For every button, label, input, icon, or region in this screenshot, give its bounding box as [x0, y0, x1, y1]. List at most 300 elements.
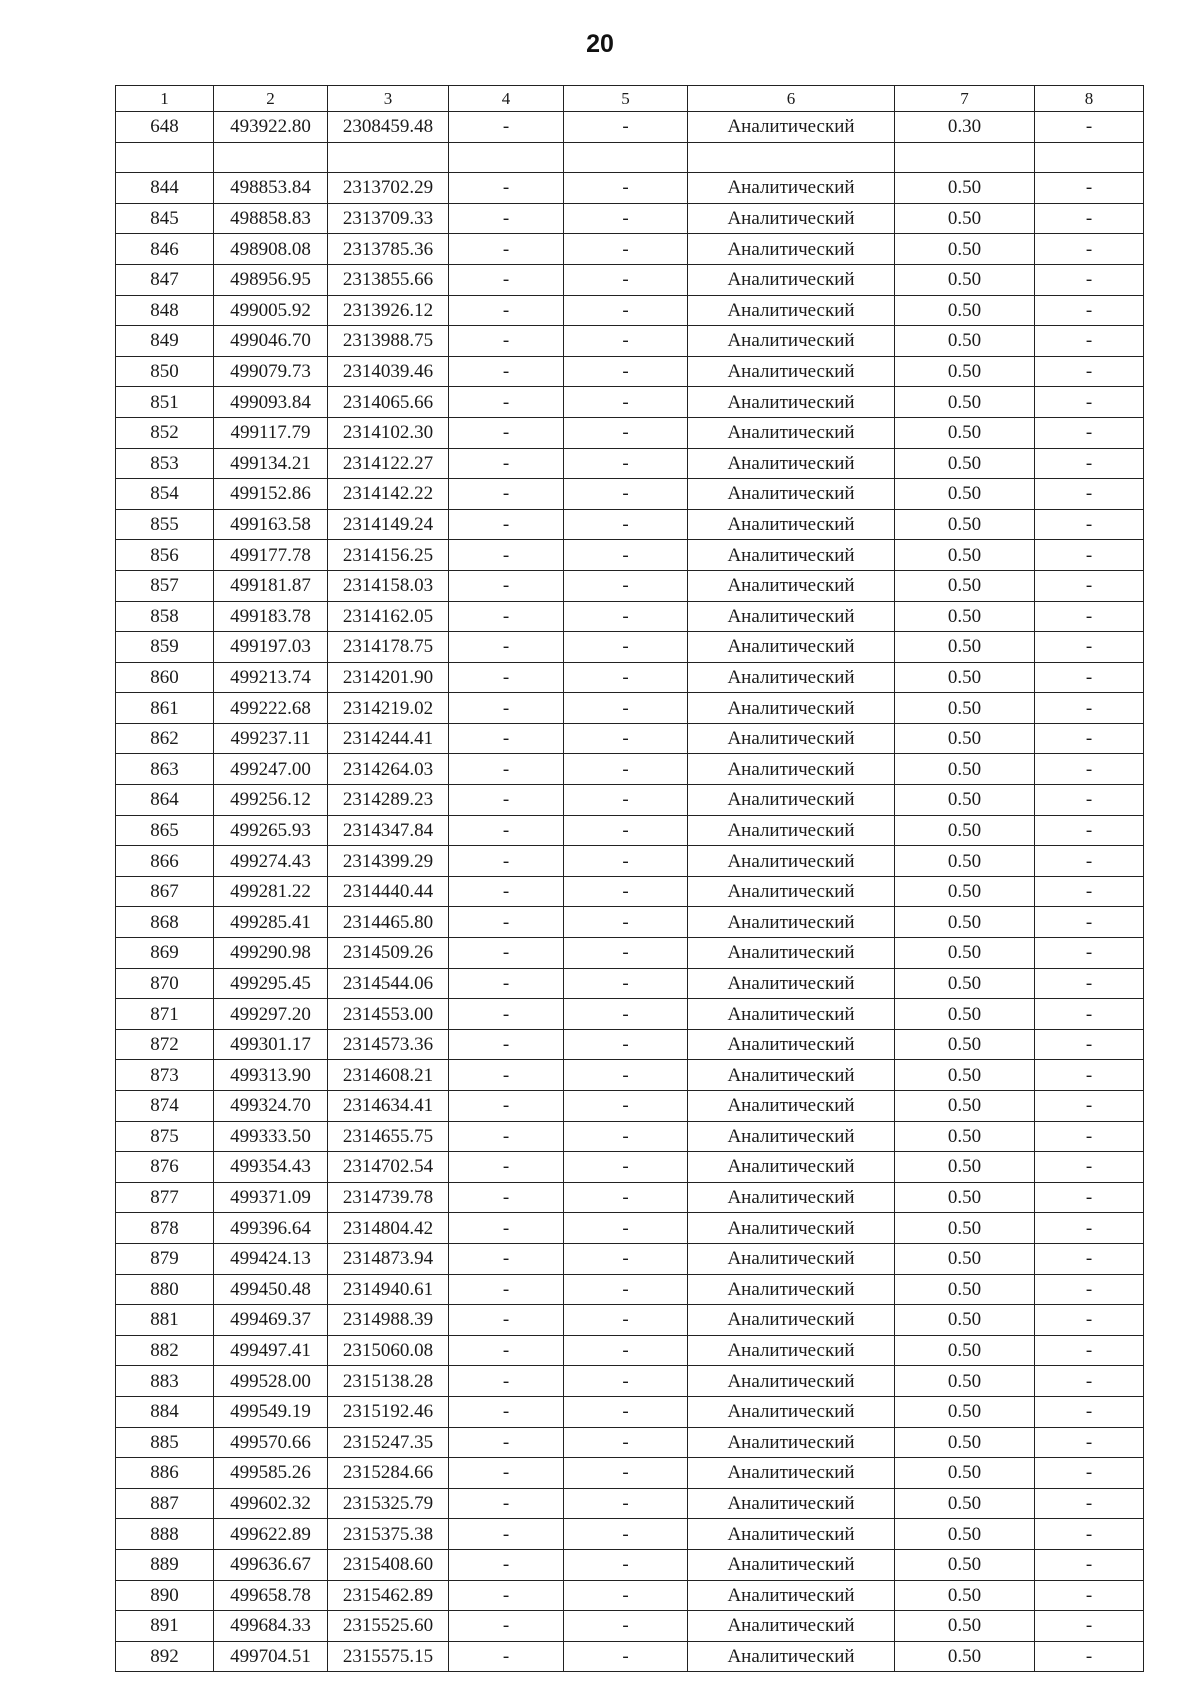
table-cell: - [564, 112, 688, 143]
table-cell: - [449, 1213, 564, 1244]
table-cell: 887 [116, 1488, 214, 1519]
table-cell: - [564, 448, 688, 479]
table-cell: - [1035, 203, 1144, 234]
table-cell: - [1035, 1458, 1144, 1489]
table-cell: - [1035, 417, 1144, 448]
table-cell: 499183.78 [214, 601, 328, 632]
table-cell: 855 [116, 509, 214, 540]
table-cell: - [449, 295, 564, 326]
table-cell: 499396.64 [214, 1213, 328, 1244]
table-cell: Аналитический [688, 968, 895, 999]
table-cell: - [1035, 876, 1144, 907]
table-cell: - [564, 662, 688, 693]
table-cell: - [1035, 1274, 1144, 1305]
table-cell: - [564, 509, 688, 540]
table-cell: Аналитический [688, 907, 895, 938]
table-cell: 852 [116, 417, 214, 448]
table-cell: - [1035, 938, 1144, 969]
table-cell: 499324.70 [214, 1091, 328, 1122]
table-cell: 499079.73 [214, 356, 328, 387]
table-cell: 2314347.84 [328, 815, 449, 846]
table-cell: - [564, 999, 688, 1030]
table-row [116, 907, 1144, 938]
table-cell: 499181.87 [214, 570, 328, 601]
table-cell: 0.50 [895, 1121, 1035, 1152]
table-cell: 2314149.24 [328, 509, 449, 540]
table-cell: - [449, 1274, 564, 1305]
table-cell: 2315192.46 [328, 1396, 449, 1427]
table-cell: - [1035, 1488, 1144, 1519]
table-cell: 499285.41 [214, 907, 328, 938]
table-cell: 856 [116, 540, 214, 571]
table-cell: - [449, 601, 564, 632]
table-cell: - [449, 540, 564, 571]
table-cell: Аналитический [688, 448, 895, 479]
table-cell: 499281.22 [214, 876, 328, 907]
table-cell: 869 [116, 938, 214, 969]
table-cell: 499497.41 [214, 1335, 328, 1366]
table-cell: - [564, 846, 688, 877]
table-cell: - [1035, 968, 1144, 999]
table-cell: Аналитический [688, 1396, 895, 1427]
table-cell: 2314804.42 [328, 1213, 449, 1244]
table-cell: - [449, 417, 564, 448]
table-cell: - [449, 1305, 564, 1336]
table-cell: Аналитический [688, 479, 895, 510]
table-cell: 0.50 [895, 1243, 1035, 1274]
table-row [116, 448, 1144, 479]
column-header: 3 [328, 86, 449, 112]
table-cell: 0.50 [895, 387, 1035, 418]
table-cell: 0.50 [895, 846, 1035, 877]
table-row [116, 173, 1144, 204]
table-cell: - [564, 356, 688, 387]
table-cell: 2315284.66 [328, 1458, 449, 1489]
table-cell: 0.50 [895, 1641, 1035, 1672]
table-cell: Аналитический [688, 1121, 895, 1152]
table-cell: 0.50 [895, 723, 1035, 754]
table-cell: 499046.70 [214, 326, 328, 357]
table-cell: 499658.78 [214, 1580, 328, 1611]
table-cell: 2314201.90 [328, 662, 449, 693]
table-cell: 0.50 [895, 1029, 1035, 1060]
table-cell: 0.50 [895, 234, 1035, 265]
table-cell: 2314156.25 [328, 540, 449, 571]
table-cell: 499469.37 [214, 1305, 328, 1336]
table-row [116, 1152, 1144, 1183]
table-row [116, 234, 1144, 265]
table-cell: Аналитический [688, 723, 895, 754]
table-cell: Аналитический [688, 601, 895, 632]
table-row [116, 1091, 1144, 1122]
table-cell: 859 [116, 632, 214, 663]
table-cell: - [564, 1458, 688, 1489]
table-row [116, 876, 1144, 907]
table-row [116, 1029, 1144, 1060]
table-cell: 2315462.89 [328, 1580, 449, 1611]
table-row [116, 1549, 1144, 1580]
table-cell: - [1035, 693, 1144, 724]
table-cell: 890 [116, 1580, 214, 1611]
table-cell: - [564, 1274, 688, 1305]
table-cell: 0.50 [895, 907, 1035, 938]
table-cell: 0.50 [895, 1396, 1035, 1427]
table-cell: 878 [116, 1213, 214, 1244]
table-cell: 2314655.75 [328, 1121, 449, 1152]
table-cell: 849 [116, 326, 214, 357]
table-cell: - [449, 234, 564, 265]
table-cell: 0.50 [895, 509, 1035, 540]
table-cell: - [1035, 1519, 1144, 1550]
table-cell: 0.50 [895, 173, 1035, 204]
table-cell: - [1035, 1152, 1144, 1183]
table-row [116, 785, 1144, 816]
table-cell: 848 [116, 295, 214, 326]
table-cell: - [564, 785, 688, 816]
table-cell: - [449, 1335, 564, 1366]
table-cell: 499297.20 [214, 999, 328, 1030]
table-cell: 874 [116, 1091, 214, 1122]
table-cell: 499450.48 [214, 1274, 328, 1305]
table-cell: 861 [116, 693, 214, 724]
table-cell: 889 [116, 1549, 214, 1580]
table-cell [116, 142, 214, 173]
table-cell: 2314162.05 [328, 601, 449, 632]
table-cell: Аналитический [688, 785, 895, 816]
table-cell: 0.50 [895, 999, 1035, 1030]
page-number: 20 [586, 30, 614, 58]
table-cell: 2313709.33 [328, 203, 449, 234]
table-cell: 499704.51 [214, 1641, 328, 1672]
table-cell: 499213.74 [214, 662, 328, 693]
table-cell: - [564, 264, 688, 295]
table-cell: - [564, 295, 688, 326]
table-cell: 0.50 [895, 815, 1035, 846]
table-cell: 846 [116, 234, 214, 265]
table-cell: - [564, 1549, 688, 1580]
table-cell: - [449, 999, 564, 1030]
table-cell: 867 [116, 876, 214, 907]
table-cell: Аналитический [688, 1029, 895, 1060]
table-cell: Аналитический [688, 938, 895, 969]
table-cell: 882 [116, 1335, 214, 1366]
table-cell: Аналитический [688, 1335, 895, 1366]
table-row [116, 1305, 1144, 1336]
table-cell: 499237.11 [214, 723, 328, 754]
table-cell: - [449, 693, 564, 724]
column-header: 1 [116, 86, 214, 112]
table-cell: 499636.67 [214, 1549, 328, 1580]
table-cell: Аналитический [688, 326, 895, 357]
table-cell: - [449, 264, 564, 295]
table-cell: - [449, 1611, 564, 1642]
table-cell: - [1035, 387, 1144, 418]
table-cell: 851 [116, 387, 214, 418]
table-cell: Аналитический [688, 693, 895, 724]
table-row [116, 142, 1144, 173]
table-cell: Аналитический [688, 264, 895, 295]
table-cell: Аналитический [688, 1519, 895, 1550]
table-cell: - [564, 203, 688, 234]
table-cell: - [1035, 570, 1144, 601]
table-row [116, 1519, 1144, 1550]
table-cell: 2314553.00 [328, 999, 449, 1030]
table-cell: 866 [116, 846, 214, 877]
table-cell: Аналитический [688, 1305, 895, 1336]
table-cell: - [564, 1611, 688, 1642]
table-cell: 499197.03 [214, 632, 328, 663]
table-cell: 885 [116, 1427, 214, 1458]
table-cell: Аналитический [688, 203, 895, 234]
table-cell: 2314399.29 [328, 846, 449, 877]
table-cell: 891 [116, 1611, 214, 1642]
table-cell: 499265.93 [214, 815, 328, 846]
table-cell: 847 [116, 264, 214, 295]
table-cell: Аналитический [688, 295, 895, 326]
table-cell: 2314739.78 [328, 1182, 449, 1213]
table-cell: - [1035, 1335, 1144, 1366]
table-cell: - [564, 1213, 688, 1244]
table-cell: 883 [116, 1366, 214, 1397]
table-cell: 499301.17 [214, 1029, 328, 1060]
table-cell: 881 [116, 1305, 214, 1336]
table-cell: - [449, 1152, 564, 1183]
table-cell: - [449, 846, 564, 877]
table-cell: 0.50 [895, 448, 1035, 479]
table-cell: 2314039.46 [328, 356, 449, 387]
table-cell: 880 [116, 1274, 214, 1305]
table-cell: 499602.32 [214, 1488, 328, 1519]
table-cell: 0.50 [895, 601, 1035, 632]
table-cell: 499354.43 [214, 1152, 328, 1183]
table-cell: 845 [116, 203, 214, 234]
table-cell: Аналитический [688, 1243, 895, 1274]
table-cell: - [1035, 448, 1144, 479]
table-cell: 0.50 [895, 754, 1035, 785]
table-cell: 884 [116, 1396, 214, 1427]
table-cell: - [449, 1396, 564, 1427]
table-cell: 2308459.48 [328, 112, 449, 143]
table-row [116, 1182, 1144, 1213]
table-cell: - [564, 1641, 688, 1672]
table-cell: 879 [116, 1243, 214, 1274]
table-cell: Аналитический [688, 876, 895, 907]
table-row [116, 540, 1144, 571]
table-cell: 2313702.29 [328, 173, 449, 204]
table-cell: Аналитический [688, 999, 895, 1030]
table-cell: - [564, 1427, 688, 1458]
table-cell: - [449, 876, 564, 907]
table-row [116, 112, 1144, 143]
table-cell: - [1035, 1091, 1144, 1122]
table-cell: - [449, 1458, 564, 1489]
table-cell: 2315247.35 [328, 1427, 449, 1458]
table-cell: - [449, 356, 564, 387]
table-header-row [116, 86, 1144, 112]
table-row [116, 1274, 1144, 1305]
table-cell: Аналитический [688, 754, 895, 785]
table-cell: 864 [116, 785, 214, 816]
table-cell: 499256.12 [214, 785, 328, 816]
table-cell: - [1035, 785, 1144, 816]
table-row [116, 1366, 1144, 1397]
table-cell: Аналитический [688, 1182, 895, 1213]
table-cell: - [1035, 509, 1144, 540]
table-row [116, 601, 1144, 632]
table-cell: - [564, 1488, 688, 1519]
table-cell: - [449, 1029, 564, 1060]
table-cell: - [564, 1335, 688, 1366]
table-cell: 876 [116, 1152, 214, 1183]
table-cell: 2314634.41 [328, 1091, 449, 1122]
table-cell: Аналитический [688, 1366, 895, 1397]
table-cell: - [449, 1488, 564, 1519]
table-cell: - [449, 1121, 564, 1152]
table-cell: 0.50 [895, 540, 1035, 571]
table-cell: 498858.83 [214, 203, 328, 234]
table-cell: - [1035, 754, 1144, 785]
column-header: 8 [1035, 86, 1144, 112]
table-cell: 2314178.75 [328, 632, 449, 663]
table-cell: 499005.92 [214, 295, 328, 326]
table-cell: 648 [116, 112, 214, 143]
table-row [116, 1335, 1144, 1366]
table-cell: 873 [116, 1060, 214, 1091]
table-cell: 499295.45 [214, 968, 328, 999]
table-cell: 0.50 [895, 662, 1035, 693]
table-cell: Аналитический [688, 632, 895, 663]
table-row [116, 570, 1144, 601]
table-cell: - [449, 387, 564, 418]
table-cell: - [564, 723, 688, 754]
table-cell: - [449, 1060, 564, 1091]
table-cell: 0.50 [895, 968, 1035, 999]
table-row [116, 417, 1144, 448]
table-cell: - [449, 203, 564, 234]
table-cell: 2314465.80 [328, 907, 449, 938]
table-cell: - [1035, 1427, 1144, 1458]
table-cell: 2315375.38 [328, 1519, 449, 1550]
table-cell: - [564, 1091, 688, 1122]
table-cell: 0.50 [895, 1091, 1035, 1122]
table-row [116, 815, 1144, 846]
table-cell: 499117.79 [214, 417, 328, 448]
table-row [116, 295, 1144, 326]
table-cell: - [1035, 723, 1144, 754]
table-cell: 858 [116, 601, 214, 632]
table-cell: 870 [116, 968, 214, 999]
column-header: 2 [214, 86, 328, 112]
table-cell: - [1035, 1182, 1144, 1213]
table-cell [214, 142, 328, 173]
table-cell: - [1035, 295, 1144, 326]
table-cell: Аналитический [688, 1580, 895, 1611]
table-cell: 0.50 [895, 1182, 1035, 1213]
table-cell: - [1035, 1641, 1144, 1672]
table-cell: 2313855.66 [328, 264, 449, 295]
table-cell: - [564, 1396, 688, 1427]
table-cell: - [449, 509, 564, 540]
table-cell: 2314608.21 [328, 1060, 449, 1091]
table-cell: 2313785.36 [328, 234, 449, 265]
table-cell: 2314940.61 [328, 1274, 449, 1305]
table-cell: 2313926.12 [328, 295, 449, 326]
table-row [116, 846, 1144, 877]
table-cell: 854 [116, 479, 214, 510]
table-cell [328, 142, 449, 173]
table-cell: - [564, 1305, 688, 1336]
table-cell: - [1035, 540, 1144, 571]
table-cell: - [449, 1182, 564, 1213]
table-row [116, 1060, 1144, 1091]
table-cell: 0.50 [895, 693, 1035, 724]
table-cell: 853 [116, 448, 214, 479]
table-cell: 493922.80 [214, 112, 328, 143]
table-cell: 0.50 [895, 938, 1035, 969]
table-cell: - [1035, 1243, 1144, 1274]
table-cell: 0.50 [895, 1335, 1035, 1366]
table-cell: Аналитический [688, 1611, 895, 1642]
table-cell: - [1035, 234, 1144, 265]
table-cell: 499152.86 [214, 479, 328, 510]
table-row [116, 1488, 1144, 1519]
table-cell: 0.50 [895, 356, 1035, 387]
table-cell: 0.50 [895, 479, 1035, 510]
table-cell: 499333.50 [214, 1121, 328, 1152]
table-cell: 0.50 [895, 1549, 1035, 1580]
table-cell: - [1035, 479, 1144, 510]
table-cell: 2314440.44 [328, 876, 449, 907]
table-cell: - [449, 1641, 564, 1672]
table-row [116, 264, 1144, 295]
table-cell [449, 142, 564, 173]
table-cell: Аналитический [688, 662, 895, 693]
table-cell: - [449, 173, 564, 204]
table-cell: 498853.84 [214, 173, 328, 204]
table-cell: 892 [116, 1641, 214, 1672]
table-cell: - [564, 387, 688, 418]
table-cell: 0.50 [895, 570, 1035, 601]
table-row [116, 968, 1144, 999]
table-row [116, 662, 1144, 693]
table-cell: - [449, 1580, 564, 1611]
table-cell: - [564, 754, 688, 785]
table-cell: - [449, 112, 564, 143]
table-cell: - [449, 968, 564, 999]
table-cell: Аналитический [688, 1213, 895, 1244]
table-cell: 0.50 [895, 1580, 1035, 1611]
table-cell: 0.50 [895, 295, 1035, 326]
table-cell: - [1035, 356, 1144, 387]
table-cell: 0.50 [895, 1488, 1035, 1519]
table-row [116, 356, 1144, 387]
table-cell: 0.50 [895, 1274, 1035, 1305]
table-cell: 498956.95 [214, 264, 328, 295]
table-cell: 2315060.08 [328, 1335, 449, 1366]
table-cell: - [564, 1029, 688, 1060]
table-cell: - [564, 1121, 688, 1152]
table-cell: - [1035, 601, 1144, 632]
table-cell: 2315138.28 [328, 1366, 449, 1397]
table-cell: Аналитический [688, 540, 895, 571]
table-cell: 2315575.15 [328, 1641, 449, 1672]
table-cell: - [1035, 662, 1144, 693]
table-cell: 2314702.54 [328, 1152, 449, 1183]
table-cell: - [564, 907, 688, 938]
table-cell: Аналитический [688, 1091, 895, 1122]
table-row [116, 1427, 1144, 1458]
table-row [116, 1243, 1144, 1274]
